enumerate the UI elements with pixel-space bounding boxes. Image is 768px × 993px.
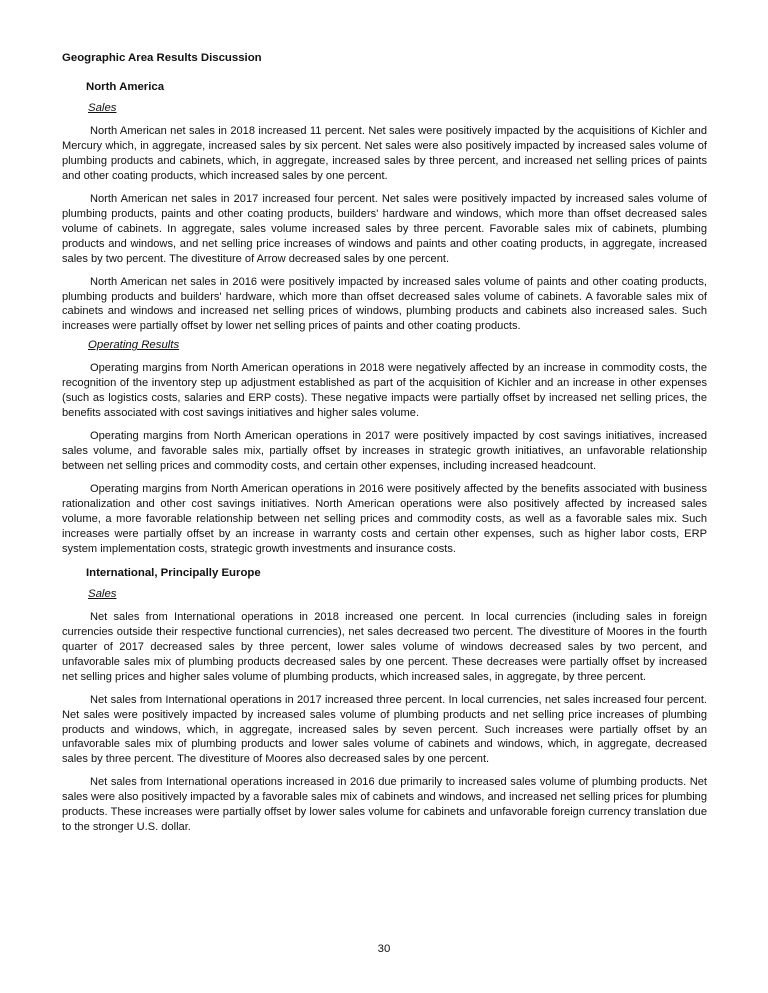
- na-operating-paragraph-1: Operating margins from North American operations in 2018 were negatively affected by an increase in commodity costs, the recognition of the inventory step up adjustment established as part of the acquisition of Kichler and an increase in other expenses (such as logistics costs, salaries and ERP costs). These negative impacts were partially offset by increased net selling prices, the benefits associated with cost savings initiatives and higher sales volume.: [62, 362, 707, 420]
- intl-sales-paragraph-3: Net sales from International operations increased in 2016 due primarily to increased sales volume of plumbing products. Net sales were also positively impacted by a favorable sales mix of cabinets and windows, and increased net selling prices for plumbing products. These increases were partially offset by lower sales volume for cabinets and unfavorable foreign currency translation due to the stronger U.S. dollar.: [62, 776, 708, 834]
- north-america-heading: North America: [86, 81, 165, 93]
- section-title: Geographic Area Results Discussion: [62, 52, 262, 64]
- na-sales-heading: Sales: [88, 102, 117, 114]
- intl-sales-paragraph-2: Net sales from International operations in 2017 increased three percent. In local currencies, net sales increased four percent. Net sales were positively impacted by increased sales volume of plumbing products and net selling price increases of plumbing products and windows, which, in aggregate, increased sales by seven percent. Such increases were partially offset by an unfavorable sales mix of plumbing products and lower sales volume of cabinets and windows, which, in aggregate, decreased sales by three percent. The divestiture of Moores also decreased sales by one percent.: [62, 693, 707, 766]
- page-number: 30: [377, 943, 391, 955]
- document-page: [62, 50, 707, 843]
- na-operating-results-heading: Operating Results: [88, 339, 180, 352]
- na-sales-paragraph-3: North American net sales in 2016 were positively impacted by increased sales volume of paints and other coating products, plumbing products and builders' hardware, which more than offset decreased sales volume of cabinets. A favorable sales mix of cabinets and windows and increased net selling prices of windows, plumbing products and cabinets also increased sales. Such increases were partially offset by lower net selling prices of paints and other coating products.: [62, 275, 707, 333]
- intl-sales-paragraph-1: Net sales from International operations in 2018 increased one percent. In local currencies (including sales in foreign currencies outside their respective functional currencies), net sales decreased two percent. The divestiture of Moores in the fourth quarter of 2017 decreased sales by three percent, lower sales volume of windows decreased sales by two percent, and unfavorable sales mix of plumbing products decreased sales by one percent. These decreases were partially offset by increased net selling prices and higher sales volume of plumbing products, which increased sales, in aggregate, by three percent.: [62, 610, 707, 683]
- na-sales-paragraph-1: North American net sales in 2018 increased 11 percent. Net sales were positively impacted by the acquisitions of Kichler and Mercury which, in aggregate, increased sales by six percent. Net sales were also positively impacted by increased sales volume of plumbing products and cabinets, which, in aggregate, increased sales by three percent, and increased net selling prices of paints and other coating products, which increased sales by one percent.: [62, 125, 707, 182]
- na-operating-paragraph-2: Operating margins from North American operations in 2017 were positively impacted by cost savings initiatives, increased sales volume, and favorable sales mix, partially offset by increases in strategic growth initiatives, an unfavorable relationship between net selling prices and commodity costs, and certain other expenses, including increased headcount.: [62, 430, 707, 473]
- na-sales-paragraph-2: North American net sales in 2017 increased four percent. Net sales were positively impacted by increased sales volume of plumbing products, paints and other coating products, builders' hardware and windows, which more than offset decreased sales volume of cabinets. In aggregate, sales volume increased sales by three percent. Favorable sales mix of cabinets, plumbing products and windows, and net selling price increases of windows and paints and other coating products, in aggregate, increased sales by two percent. The divestiture of Arrow decreased sales by one percent.: [62, 192, 707, 265]
- international-heading: International, Principally Europe: [86, 566, 261, 579]
- na-operating-paragraph-3: Operating margins from North American operations in 2016 were positively affected by the benefits associated with business rationalization and other cost savings initiatives. North American operations were also positively affected by increased sales volume, a more favorable relationship between net selling prices and commodity costs, as well as a favorable sales mix. Such increases were partially offset by an increase in warranty costs and certain other expenses, such as higher labor costs, ERP system implementation costs, strategic growth investments and insurance costs.: [62, 483, 707, 555]
- intl-sales-heading: Sales: [88, 587, 117, 600]
